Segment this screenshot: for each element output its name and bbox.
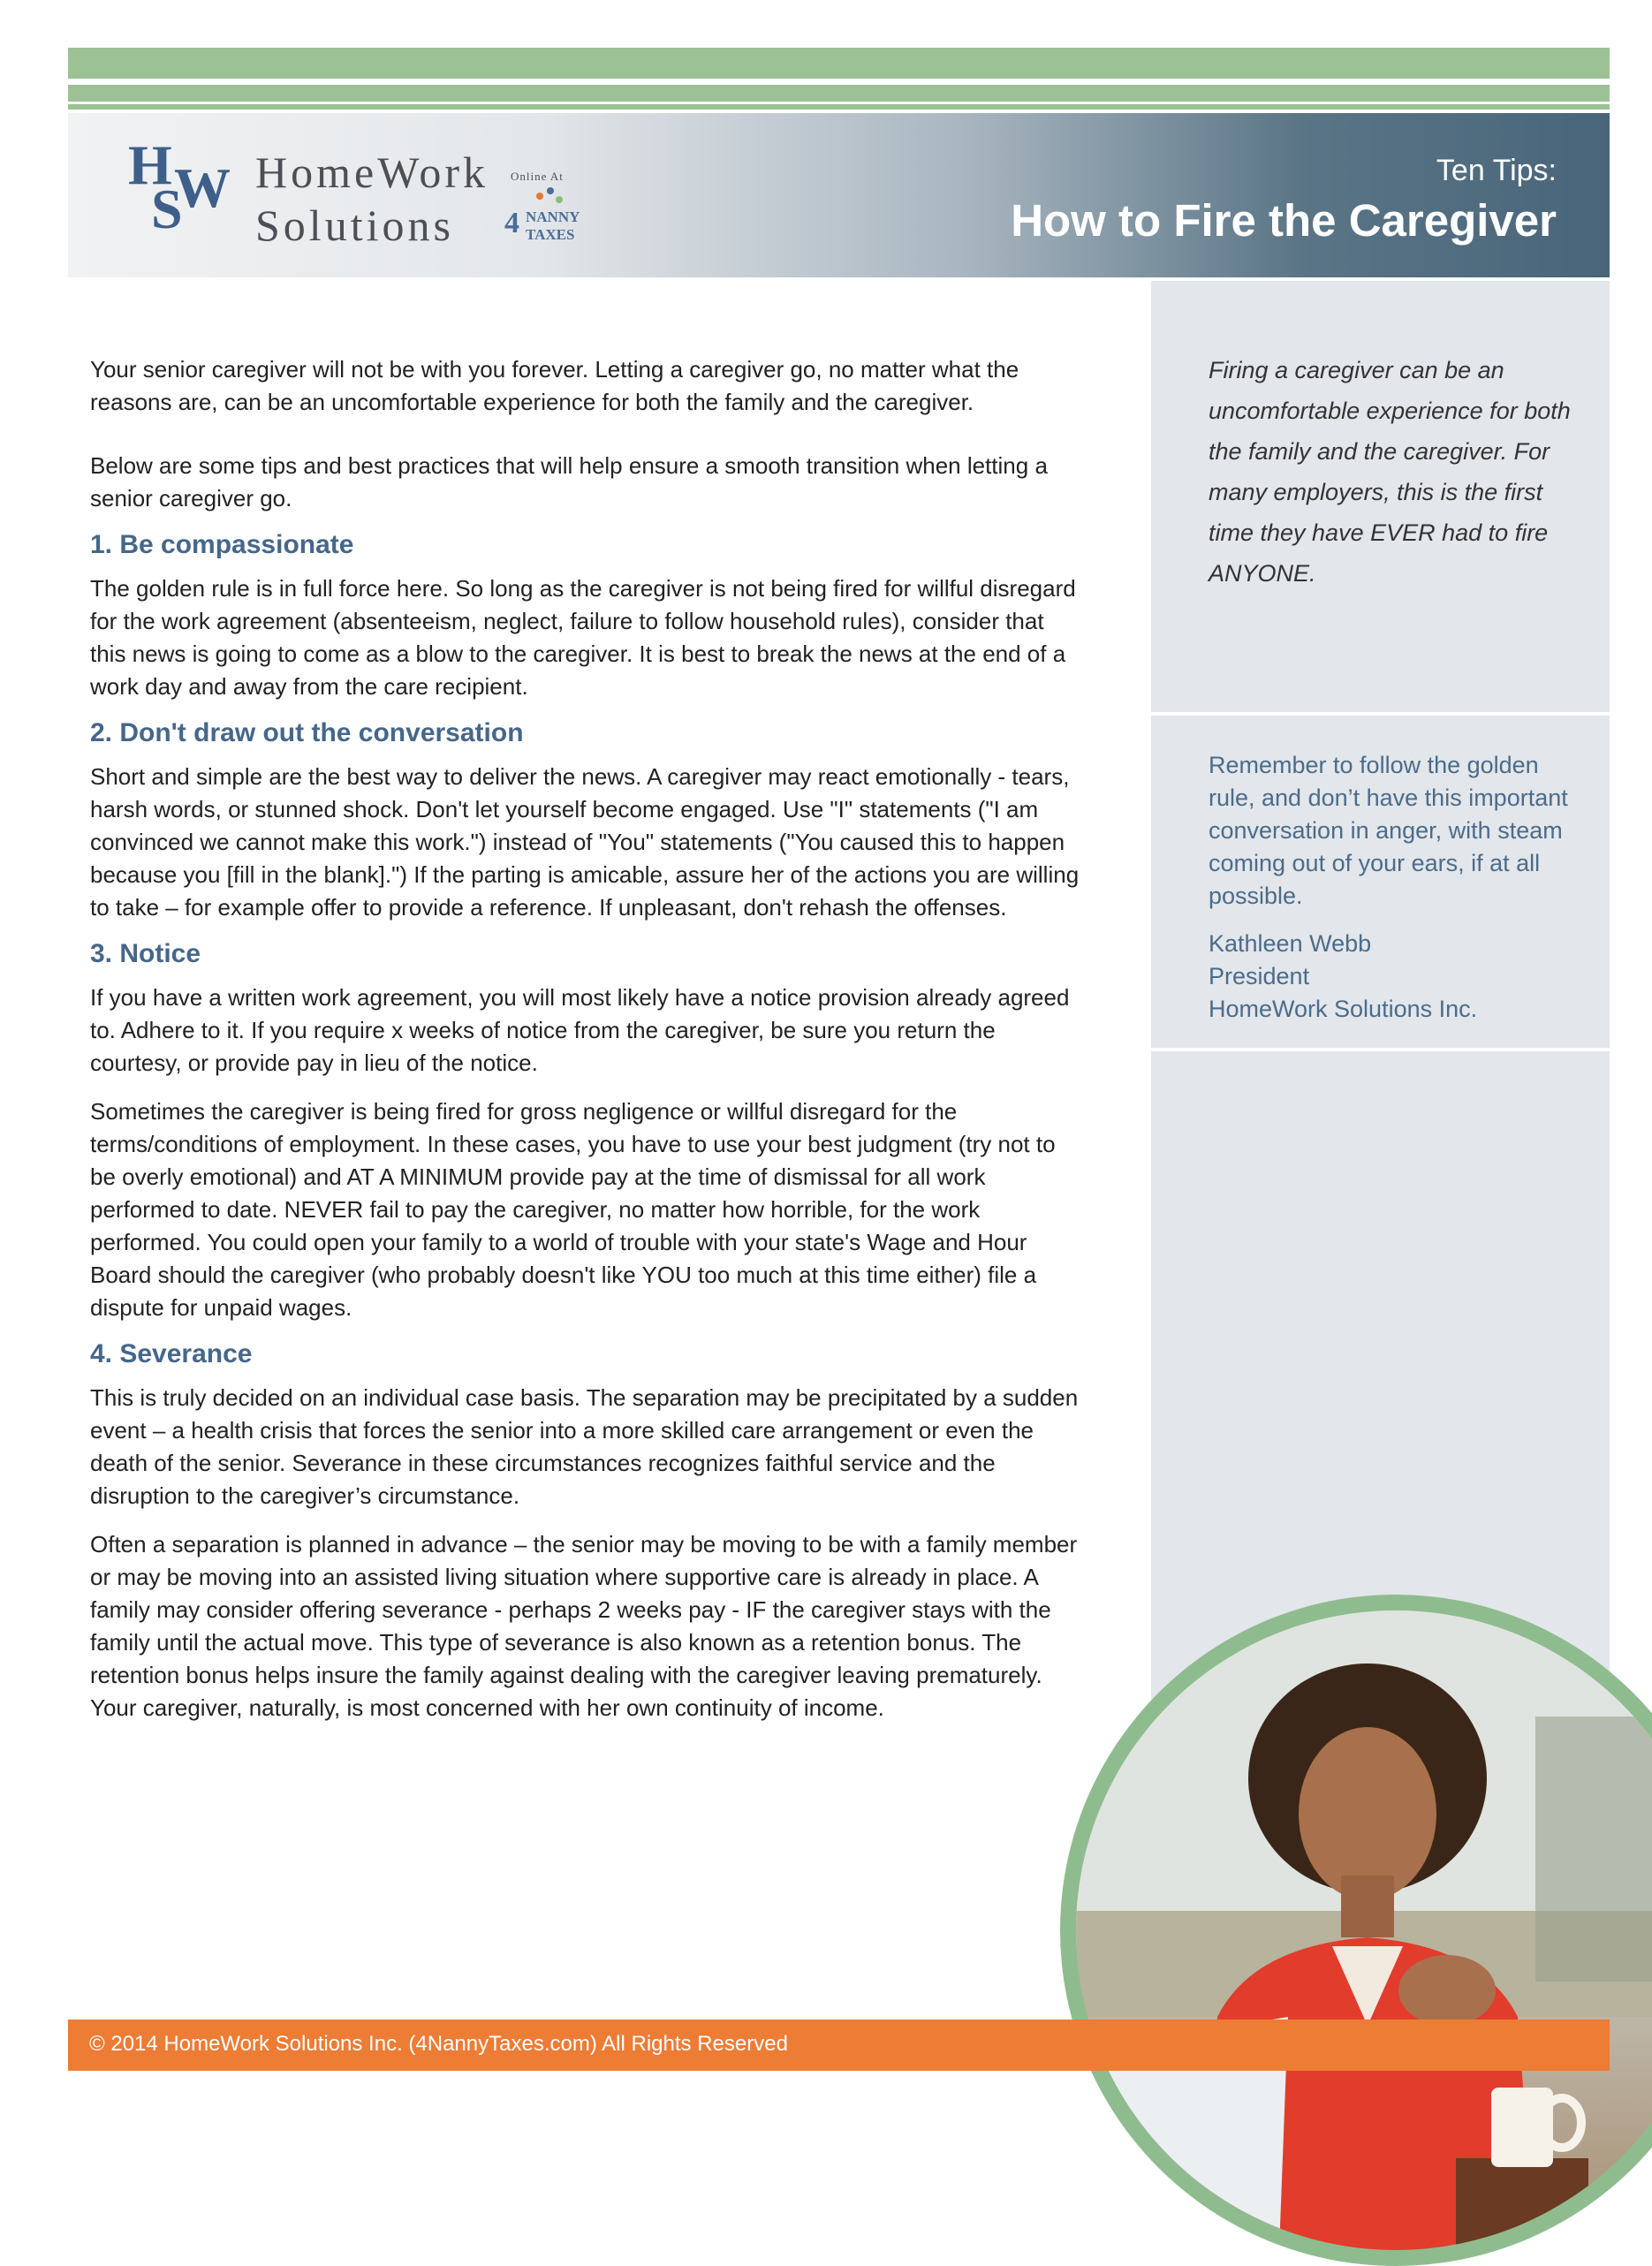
logo-online-at: Online At [511,170,564,183]
logo-brand-number: 4 [504,207,519,239]
section-paragraph: If you have a written work agreement, you will most likely have a notice provision already agreed to. Adhere to it. If you require x weeks of notice from the caregiver, be sure you return the courtesy, or provide pay in lieu of the notice. [90,984,1070,1076]
section-paragraph: The golden rule is in full force here. So long as the caregiver is not being fired for willful disregard for the work agreement (absenteeism, neglect, failure to follow household rules), consider that this news is going to come as a blow to the caregiver. It is best to break the news at the end of a work day and away from the care recipient. [90,575,1076,700]
logo-dot-orange-icon [536,193,543,200]
page-title: How to Fire the Caregiver [1011,195,1557,246]
photo-frame [1076,1610,1652,2250]
top-green-band [68,48,1610,79]
section-heading: 1. Be compassionate [90,530,354,559]
top-green-thin-stripe [68,104,1610,110]
section-paragraph: Short and simple are the best way to deliver the news. A caregiver may react emotionally - tears, harsh words, or stunned shock. Don't let yourself become engaged. Use "I" statements ("I am convinced we cannot make this work.") instead of "You" statements ("You caused this to happen because you [fill in the blank].") If the parting is amicable, assure her of the actions you are willing to take – for example offer to provide a reference. If unpleasant, don't rehash the offenses. [90,763,1080,921]
main-content [90,353,1080,1724]
section-heading: 4. Severance [90,1339,253,1368]
footer-bar [68,2020,1610,2071]
svg-text:W: W [174,156,231,219]
logo-brand-taxes: TAXES [526,226,575,243]
svg-text:H: H [128,133,172,196]
signature-company: HomeWork Solutions Inc. [1209,996,1478,1022]
sidebar-divider [1151,712,1610,716]
sidebar-pull-quote: Firing a caregiver can be an uncomfortable experience for both the family and the caregiver. For many employers, this is the first time they have EVER had to fire ANYONE. [1209,357,1571,587]
caregiver-photo [1060,1595,1652,2266]
copyright-text: © 2014 HomeWork Solutions Inc. (4NannyTaxes.com) All Rights Reserved [89,2032,788,2056]
signature-name: Kathleen Webb [1209,930,1372,957]
header-banner [68,113,1610,277]
svg-text:S: S [151,178,183,240]
section-paragraph: Sometimes the caregiver is being fired for gross negligence or willful disregard for the terms/conditions of employment. In these cases, you have to use your best judgment (try not to be overly emotional) and AT A MINIMUM provide pay at the time of dismissal for all work performed to date. NEVER fail to pay the caregiver, no matter how horrible, for the work performed. You could open your family to a world of trouble with your state's Wage and Hour Board should the caregiver (who probably doesn't like YOU too much at this time either) file a dispute for unpaid wages. [90,1098,1056,1321]
hsw-monogram-icon [125,133,248,256]
logo-dot-blue-icon [547,187,554,194]
section-heading: 2. Don't draw out the conversation [90,718,524,747]
intro-paragraph: Below are some tips and best practices that will help ensure a smooth transition when letting a senior caregiver go. [90,452,1048,512]
woman-at-laptop-illustration [1076,1610,1652,2250]
section-paragraph: This is truly decided on an individual case basis. The separation may be precipitated by a sudden event – a health crisis that forces the senior into a more skilled care arrangement or even the death of the senior. Severance in these circumstances recognizes faithful service and the disruption to the caregiver’s circumstance. [90,1384,1079,1509]
4nannytaxes-logo [504,187,584,258]
section-paragraph: Often a separation is planned in advance – the senior may be moving to be with a family member or may be moving into an assisted living situation where supportive care is already in place. A family may consider offering severance - perhaps 2 weeks pay - IF the caregiver stays with the family until the actual move. This type of severance is also known as a retention bonus. The retention bonus helps insure the family against dealing with the caregiver leaving prematurely. Your caregiver, naturally, is most concerned with her own continuity of income. [90,1531,1078,1721]
section-heading: 3. Notice [90,939,201,968]
top-green-stripe [68,85,1610,102]
header-subtitle: Ten Tips: [1436,154,1557,187]
homework-solutions-logo [125,133,619,265]
sidebar-advice-quote: Remember to follow the golden rule, and don’t have this important conversation in anger, with steam coming out of your ears, if at all possible. [1209,752,1568,909]
logo-word-solutions: Solutions [255,201,454,250]
signature-title: President [1209,963,1310,989]
logo-brand-nanny: NANNY [526,208,580,225]
logo-dot-green-icon [556,196,563,203]
intro-paragraph: Your senior caregiver will not be with you forever. Letting a caregiver go, no matter what the reasons are, can be an uncomfortable experience for both the family and the caregiver. [90,356,1019,415]
sidebar-divider [1151,1048,1610,1051]
logo-word-homework: HomeWork [255,148,489,197]
sidebar-signature [1209,928,1580,1026]
